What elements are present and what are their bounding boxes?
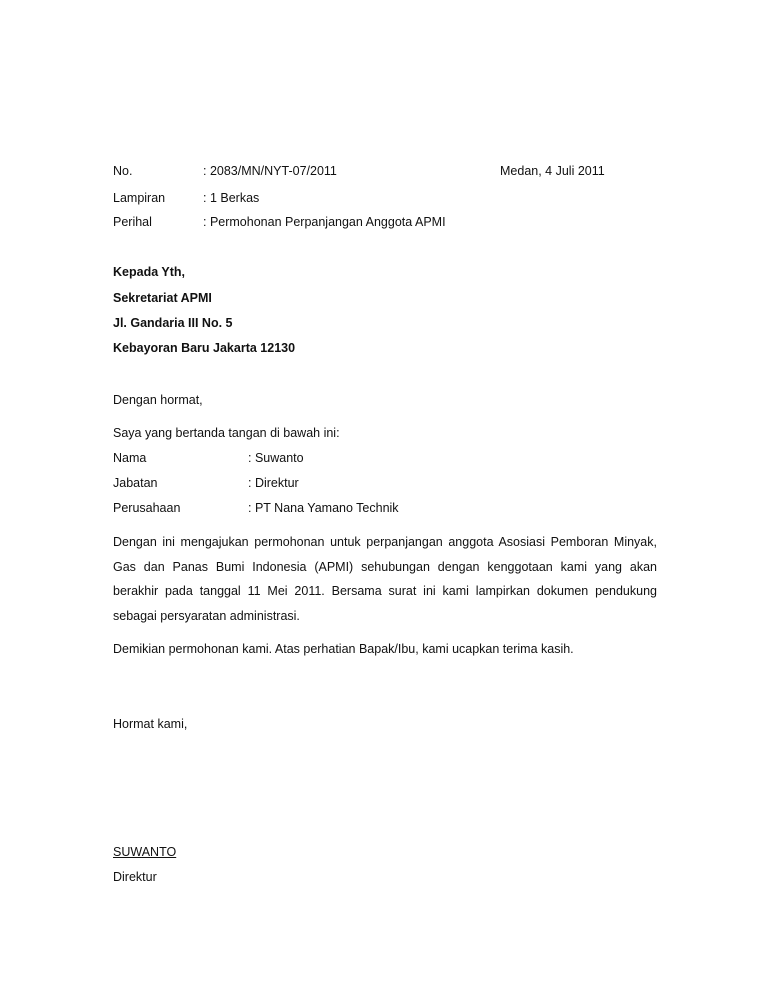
field-label-nama: Nama (113, 451, 147, 465)
field-value-jabatan: : Direktur (248, 476, 299, 490)
signer-name: SUWANTO (113, 845, 177, 859)
recipient-line-3: Jl. Gandaria III No. 5 (113, 316, 233, 330)
no-value: : 2083/MN/NYT-07/2011 (203, 164, 337, 178)
recipient-line-2: Sekretariat APMI (113, 291, 212, 305)
intro-text: Saya yang bertanda tangan di bawah ini: (113, 426, 340, 440)
greeting: Dengan hormat, (113, 393, 203, 407)
recipient-line-1: Kepada Yth, (113, 265, 186, 279)
signer-title: Direktur (113, 870, 157, 884)
perihal-label: Perihal (113, 215, 152, 229)
main-paragraph: Dengan ini mengajukan permohonan untuk perpanjangan anggota Asosiasi Pemboran Minyak, Gas dan Panas Bumi Indonesia (APMI) sehubungan dengan kenggotaan kami yang akan berakhir pada tanggal 11 Mei 2011. Bersama surat ini kami lampirkan dokumen pendukung sebagai persyaratan administrasi. (113, 535, 657, 623)
no-label: No. (113, 164, 133, 178)
field-label-perusahaan: Perusahaan (113, 501, 181, 515)
field-label-jabatan: Jabatan (113, 476, 158, 490)
lampiran-label: Lampiran (113, 191, 166, 205)
place-date: Medan, 4 Juli 2011 (500, 164, 605, 178)
recipient-line-4: Kebayoran Baru Jakarta 12130 (113, 341, 296, 355)
lampiran-value: : 1 Berkas (203, 191, 260, 205)
field-value-nama: : Suwanto (248, 451, 304, 465)
closing-paragraph: Demikian permohonan kami. Atas perhatian Bapak/Ibu, kami ucapkan terima kasih. (113, 642, 574, 656)
closing-salutation: Hormat kami, (113, 717, 188, 731)
perihal-value: : Permohonan Perpanjangan Anggota APMI (203, 215, 446, 229)
field-value-perusahaan: : PT Nana Yamano Technik (248, 501, 399, 515)
